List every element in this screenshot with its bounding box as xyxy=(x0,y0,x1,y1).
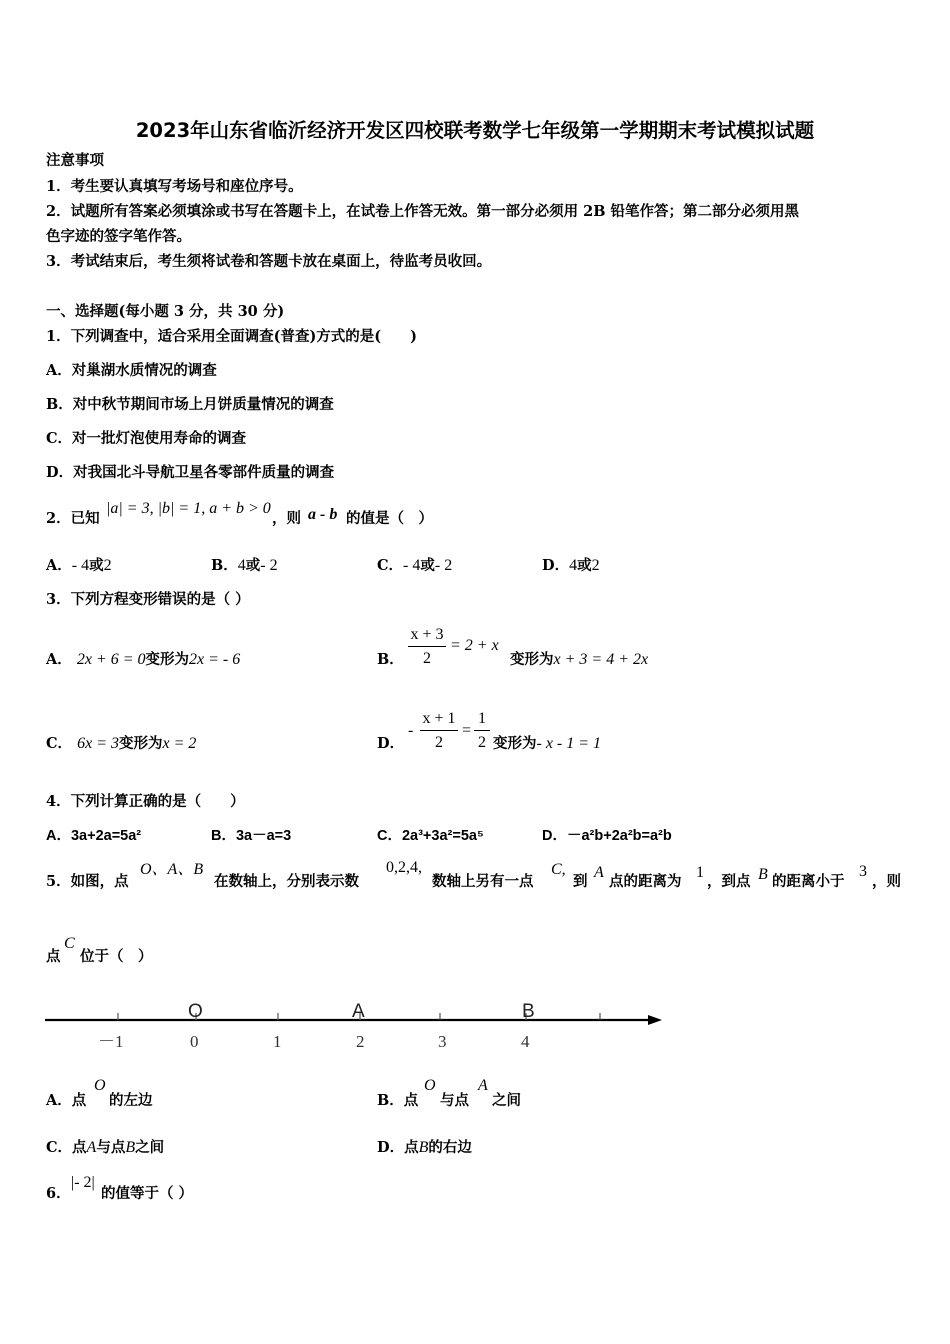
q2-stem-prefix: 2．已知 xyxy=(46,510,100,527)
q1-option-a: A．对巢湖水质情况的调查 xyxy=(46,362,217,379)
q5-option-a-point: O xyxy=(94,1077,106,1094)
number-line-figure xyxy=(40,995,670,1060)
q5-stem-part9: 点 xyxy=(46,948,61,965)
q2-option-c: C．- 4或- 2 xyxy=(377,557,453,574)
q2-option-a: A．- 4或2 xyxy=(46,557,112,574)
q3-option-d-rest: 变形为- x - 1 = 1 xyxy=(493,735,602,752)
notice-heading: 注意事项 xyxy=(46,152,104,169)
q5-numbers: 0,2,4, xyxy=(386,859,422,876)
q5-point-b: B xyxy=(758,866,768,883)
q3-option-d-numerator: x + 1 xyxy=(422,710,456,727)
q5-option-b-suffix: 之间 xyxy=(492,1092,521,1109)
q3-stem: 3．下列方程变形错误的是（ ） xyxy=(46,591,250,608)
q5-distance-3: 3 xyxy=(859,863,867,880)
q3-option-b-fraction-bar xyxy=(408,646,446,647)
q2-stem-mid: ，则 xyxy=(272,510,301,527)
notice-item-1: 1．考生要认真填写考场号和座位序号。 xyxy=(46,178,303,195)
q5-option-b-prefix: B．点 xyxy=(377,1092,419,1109)
q3-option-d-denominator: 2 xyxy=(435,734,443,751)
q6-suffix: 的值等于（ ） xyxy=(101,1185,194,1202)
q3-option-d-label: D． xyxy=(377,735,405,752)
notice-item-2: 2．试题所有答案必须填涂或书写在答题卡上，在试卷上作答无效。第一部分必须用 2B 铅笔作答；第二部分必须用黑 xyxy=(46,203,800,220)
q5-stem-prefix: 5．如图，点 xyxy=(46,873,129,890)
axis-tick-label: 4 xyxy=(521,1032,530,1051)
q3-option-d-fraction-bar-2 xyxy=(474,730,490,731)
q4-option-b: B．3a－a=3 xyxy=(211,828,292,844)
q4-option-c: C．2a³+3a²=5a⁵ xyxy=(377,828,484,844)
q5-option-b-mid: 与点 xyxy=(440,1092,469,1109)
q5-stem-part7: 的距离小于 xyxy=(772,873,845,890)
q3-option-a: A． 2x + 6 = 0变形为2x = - 6 xyxy=(46,651,241,668)
page-title: 2023年山东省临沂经济开发区四校联考数学七年级第一学期期末考试模拟试题 xyxy=(135,119,815,142)
q5-point-c: C, xyxy=(551,861,566,878)
number-line-arrow-icon xyxy=(648,1015,662,1025)
q3-option-d-denominator-2: 2 xyxy=(478,734,486,751)
q2-option-d: D．4或2 xyxy=(542,557,600,574)
axis-point-label-a: A xyxy=(352,1001,365,1022)
axis-point-label-b: B xyxy=(522,1001,535,1022)
q1-option-b: B．对中秋节期间市场上月饼质量情况的调查 xyxy=(46,396,334,413)
q4-option-a: A．3a+2a=5a² xyxy=(46,828,142,844)
q6-math: |- 2| xyxy=(71,1174,95,1191)
q2-expression: a - b xyxy=(308,506,338,523)
q3-option-d-minus: - xyxy=(408,722,414,739)
q6-prefix: 6． xyxy=(46,1185,71,1202)
q5-distance-1: 1 xyxy=(696,864,704,881)
q3-option-b-rhs: = 2 + x xyxy=(450,637,499,654)
q5-stem-part3: 数轴上另有一点 xyxy=(432,873,534,890)
q5-points: O、A、B xyxy=(140,861,204,878)
q5-option-c: C．点A与点B之间 xyxy=(46,1139,165,1156)
axis-tick-label: 0 xyxy=(190,1032,199,1051)
notice-item-2-cont: 色字迹的签字笔作答。 xyxy=(46,228,191,245)
q1-option-c: C．对一批灯泡使用寿命的调查 xyxy=(46,430,247,447)
q3-option-b-numerator: x + 3 xyxy=(410,626,444,643)
q3-option-c: C． 6x = 3变形为x = 2 xyxy=(46,735,197,752)
q2-stem-suffix: 的值是（ ） xyxy=(346,510,433,527)
q3-option-d-numerator-2: 1 xyxy=(478,710,486,727)
q5-option-b-point-o: O xyxy=(424,1077,436,1094)
axis-point-label-o: O xyxy=(188,1001,203,1022)
q4-option-d: D．－a²b+2a²b=a²b xyxy=(542,828,672,844)
q5-stem-part2: 在数轴上，分别表示数 xyxy=(214,873,359,890)
q5-stem-part8: ，则 xyxy=(872,873,901,890)
q5-point-a: A xyxy=(594,864,604,881)
q5-point-c-2: C xyxy=(64,935,75,952)
section-heading: 一、选择题(每小题 3 分，共 30 分) xyxy=(46,303,285,320)
q5-stem-part4: 到 xyxy=(573,873,588,890)
q1-stem: 1．下列调查中，适合采用全面调查(普查)方式的是( ) xyxy=(46,328,418,345)
q4-stem: 4．下列计算正确的是（ ） xyxy=(46,793,245,810)
axis-tick-label: 3 xyxy=(438,1032,447,1051)
q5-option-d: D．点B的右边 xyxy=(377,1139,472,1156)
q5-option-a-prefix: A．点 xyxy=(46,1092,87,1109)
q5-option-b-point-a: A xyxy=(478,1077,488,1094)
q3-option-d-fraction-bar xyxy=(420,730,458,731)
q5-option-a-suffix: 的左边 xyxy=(109,1092,153,1109)
q5-stem-part5: 点的距离为 xyxy=(609,873,682,890)
axis-tick-label: －1 xyxy=(98,1032,124,1051)
q2-option-b: B．4或- 2 xyxy=(211,557,278,574)
q5-stem-part10: 位于（ ） xyxy=(80,948,153,965)
q3-option-b-label: B． xyxy=(377,651,404,668)
q5-stem-part6: ，到点 xyxy=(707,873,751,890)
notice-item-3: 3．考试结束后，考生须将试卷和答题卡放在桌面上，待监考员收回。 xyxy=(46,253,492,270)
q2-condition-math: |a| = 3, |b| = 1, a + b > 0 xyxy=(106,500,271,517)
axis-tick-label: 2 xyxy=(356,1032,365,1051)
q1-option-d: D．对我国北斗导航卫星各零部件质量的调查 xyxy=(46,464,335,481)
q3-option-d-equals: = xyxy=(462,722,472,739)
q3-option-b-denominator: 2 xyxy=(423,650,431,667)
q3-option-b-rest: 变形为x + 3 = 4 + 2x xyxy=(510,651,649,668)
axis-tick-label: 1 xyxy=(273,1032,282,1051)
